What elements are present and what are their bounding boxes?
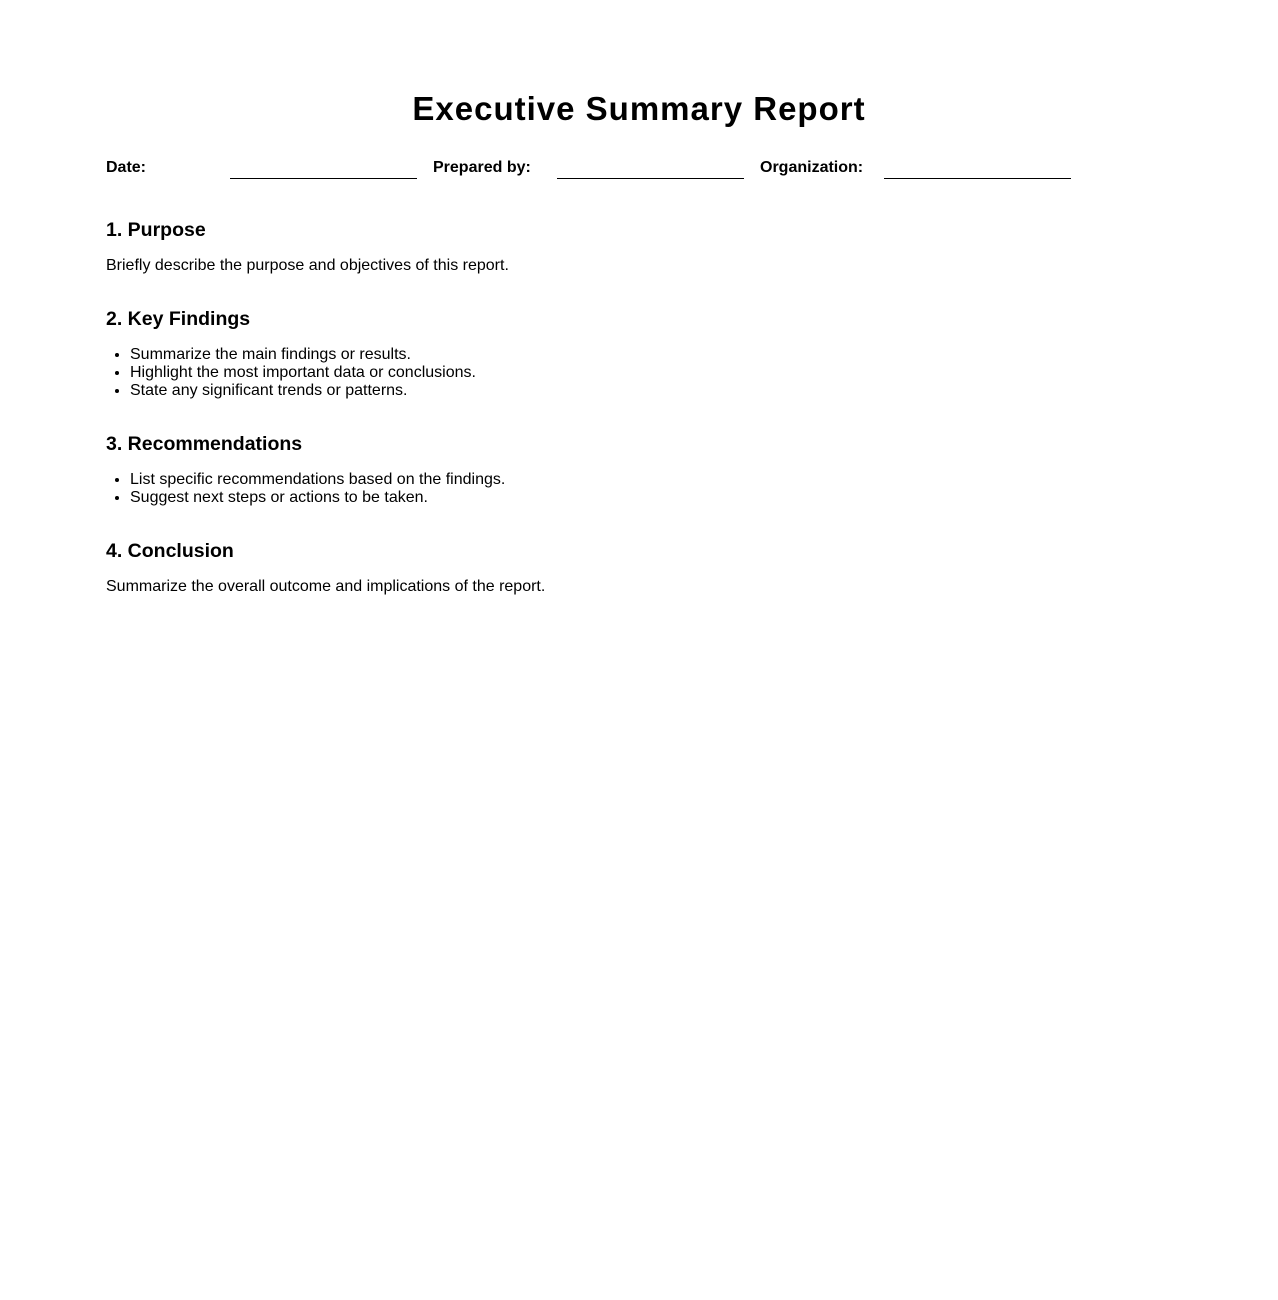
section-purpose [106,219,1072,275]
section-key-findings [106,308,1072,400]
section-recommendations [106,433,1072,507]
prepared-by-field[interactable] [557,159,744,179]
section-heading: 3. Recommendations [106,433,303,455]
section-text: Briefly describe the purpose and objectives of this report. [106,257,509,274]
section-text: Summarize the overall outcome and implications of the report. [106,578,546,595]
list-item: • List specific recommendations based on the findings. [130,471,1072,489]
prepared-by-label: Prepared by: [433,159,531,176]
section-heading: 1. Purpose [106,219,206,241]
findings-list [106,346,1072,400]
section-heading: 2. Key Findings [106,308,251,330]
list-item: • State any significant trends or patterns. [130,382,1072,400]
section-heading: 4. Conclusion [106,540,234,562]
list-item: • Suggest next steps or actions to be taken. [130,489,1072,507]
report-meta-row [106,159,1072,179]
section-conclusion [106,540,1072,596]
recommendations-list [106,471,1072,507]
list-item: • Highlight the most important data or conclusions. [130,364,1072,382]
organization-label: Organization: [760,159,864,176]
list-item: • Summarize the main findings or results. [130,346,1072,364]
date-field[interactable] [230,159,417,179]
date-label: Date: [106,159,147,176]
organization-field[interactable] [884,159,1071,179]
report-title: Executive Summary Report [412,90,866,127]
